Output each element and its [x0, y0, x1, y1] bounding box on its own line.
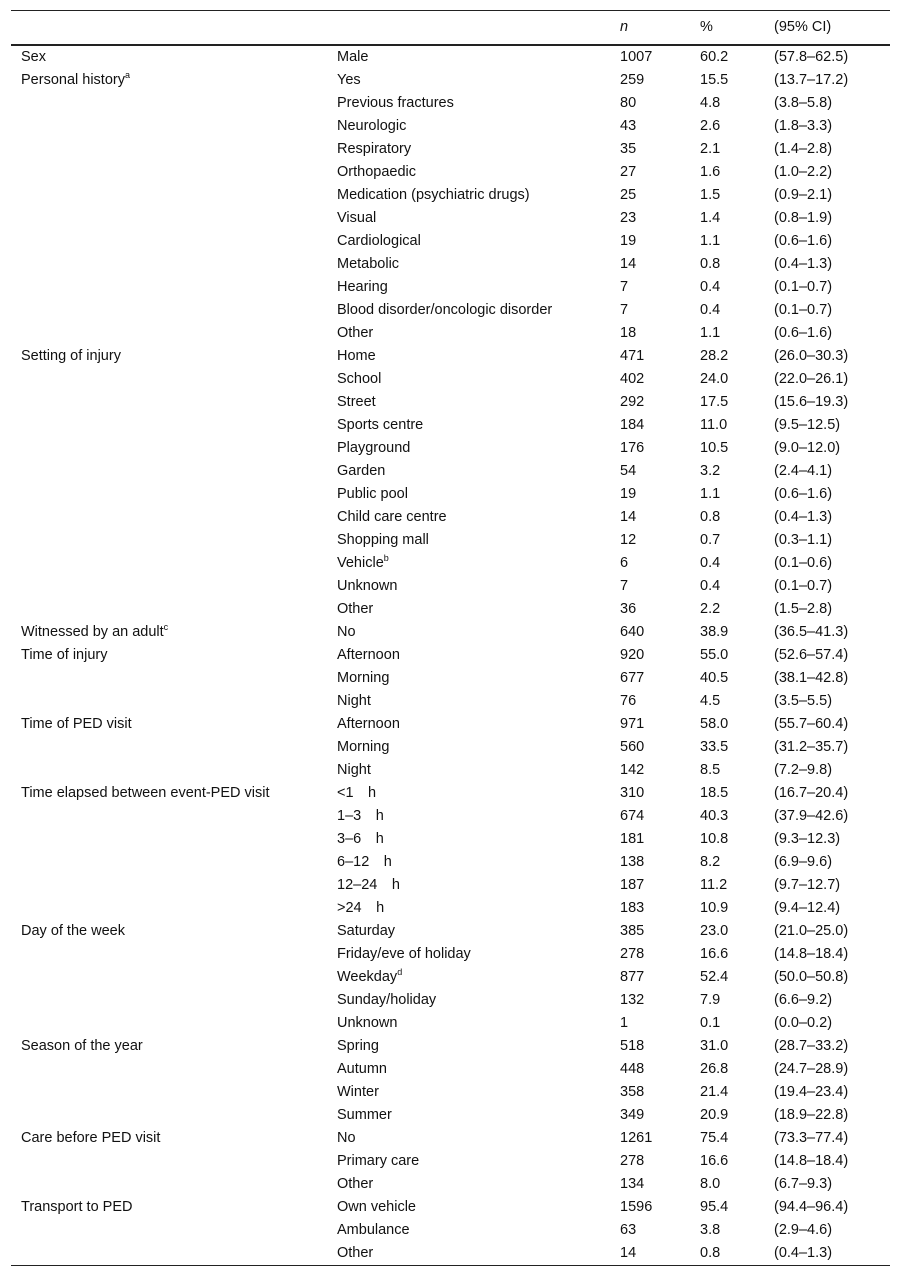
row-percent-value: 31.0: [700, 1038, 729, 1054]
row-n-value: 920: [620, 647, 645, 663]
row-percent-value: 10.8: [700, 831, 729, 847]
row-ci-value: (9.3–12.3): [774, 831, 841, 847]
row-ci-value: (24.7–28.9): [774, 1061, 849, 1077]
row-group-label: Care before PED visit: [21, 1130, 161, 1146]
table-body: [11, 46, 890, 1266]
row-ci-value: (2.9–4.6): [774, 1222, 833, 1238]
row-ci-value: (6.7–9.3): [774, 1176, 833, 1192]
row-ci-value: (18.9–22.8): [774, 1107, 849, 1123]
row-category-label: Saturday: [337, 923, 396, 939]
table-row: [11, 322, 890, 345]
row-percent-value: 2.2: [700, 601, 721, 617]
row-percent-value: 2.6: [700, 118, 721, 134]
row-category-label: Night: [337, 762, 371, 778]
row-percent-value: 33.5: [700, 739, 729, 755]
row-ci-value: (3.8–5.8): [774, 95, 833, 111]
row-n-value: 54: [620, 463, 637, 479]
row-category-label: 6–12 h: [337, 854, 392, 870]
row-category-label: Afternoon: [337, 716, 400, 732]
row-percent-value: 1.1: [700, 233, 721, 249]
row-percent-value: 11.2: [700, 877, 728, 893]
table-row: [11, 138, 890, 161]
row-ci-value: (2.4–4.1): [774, 463, 833, 479]
row-percent-value: 0.8: [700, 509, 721, 525]
row-ci-value: (0.1–0.7): [774, 578, 833, 594]
row-category-label: Respiratory: [337, 141, 412, 157]
row-percent-value: 0.4: [700, 302, 721, 318]
row-group-label: Day of the week: [21, 923, 125, 939]
row-percent-value: 16.6: [700, 1153, 729, 1169]
row-category-label: Playground: [337, 440, 411, 456]
row-group-label: Time of injury: [21, 647, 108, 663]
table-row: [11, 253, 890, 276]
row-percent-value: 10.5: [700, 440, 729, 456]
footnote-marker: b: [383, 553, 389, 563]
row-n-value: 292: [620, 394, 645, 410]
row-n-value: 402: [620, 371, 645, 387]
row-n-value: 278: [620, 946, 645, 962]
row-n-value: 176: [620, 440, 645, 456]
footnote-marker: c: [163, 622, 169, 632]
row-n-value: 184: [620, 417, 645, 433]
row-percent-value: 23.0: [700, 923, 729, 939]
row-percent-value: 16.6: [700, 946, 729, 962]
row-category-label: Spring: [337, 1038, 379, 1054]
row-group-label: Personal history$^a$: [21, 70, 130, 88]
row-n-value: 385: [620, 923, 645, 939]
row-category-label: Summer: [337, 1107, 392, 1123]
row-percent-value: 1.5: [700, 187, 721, 203]
row-category-label: Weekday$^d$: [337, 967, 403, 985]
row-category-label: <1 h: [337, 785, 377, 801]
table-row: [11, 92, 890, 115]
table-row: [11, 230, 890, 253]
row-group-label: Setting of injury: [21, 348, 121, 364]
row-percent-value: 26.8: [700, 1061, 729, 1077]
table-row: [11, 69, 890, 92]
row-percent-value: 7.9: [700, 992, 721, 1008]
row-percent-value: 24.0: [700, 371, 729, 387]
row-percent-value: 1.6: [700, 164, 721, 180]
row-n-value: 560: [620, 739, 645, 755]
row-n-value: 674: [620, 808, 645, 824]
table-row: [11, 391, 890, 414]
row-n-value: 7: [620, 302, 629, 318]
row-ci-value: (38.1–42.8): [774, 670, 849, 686]
table-row: [11, 851, 890, 874]
table-header: [11, 10, 890, 46]
row-n-value: 19: [620, 486, 637, 502]
table-row: [11, 736, 890, 759]
row-percent-value: 8.5: [700, 762, 721, 778]
row-ci-value: (16.7–20.4): [774, 785, 849, 801]
row-ci-value: (36.5–41.3): [774, 624, 849, 640]
table-row: [11, 575, 890, 598]
row-ci-value: (52.6–57.4): [774, 647, 849, 663]
table-row: [11, 1242, 890, 1266]
row-category-label: Friday/eve of holiday: [337, 946, 471, 962]
row-ci-value: (1.5–2.8): [774, 601, 833, 617]
row-ci-value: (1.8–3.3): [774, 118, 833, 134]
table-row: [11, 414, 890, 437]
row-category-label: Public pool: [337, 486, 408, 502]
row-percent-value: 2.1: [700, 141, 721, 157]
row-n-value: 183: [620, 900, 645, 916]
row-percent-value: 8.2: [700, 854, 721, 870]
table-row: [11, 1219, 890, 1242]
table-row: [11, 552, 890, 575]
row-category-label: Visual: [337, 210, 377, 226]
row-category-label: Blood disorder/oncologic disorder: [337, 302, 553, 318]
row-category-label: Neurologic: [337, 118, 407, 134]
row-n-value: 19: [620, 233, 637, 249]
row-percent-value: 38.9: [700, 624, 729, 640]
row-ci-value: (0.4–1.3): [774, 256, 833, 272]
row-category-label: Home: [337, 348, 376, 364]
row-n-value: 971: [620, 716, 645, 732]
row-n-value: 76: [620, 693, 637, 709]
row-category-label: 3–6 h: [337, 831, 384, 847]
row-percent-value: 0.4: [700, 555, 721, 571]
row-ci-value: (0.6–1.6): [774, 325, 833, 341]
row-category-label: Autumn: [337, 1061, 387, 1077]
row-category-label: School: [337, 371, 382, 387]
table-row: [11, 989, 890, 1012]
row-ci-value: (0.9–2.1): [774, 187, 833, 203]
row-percent-value: 18.5: [700, 785, 729, 801]
table-row: [11, 1081, 890, 1104]
row-category-label: Afternoon: [337, 647, 400, 663]
row-category-label: Vehicle$^b$: [337, 553, 389, 571]
row-n-value: 14: [620, 256, 637, 272]
row-percent-value: 52.4: [700, 969, 729, 985]
row-n-value: 12: [620, 532, 637, 548]
row-n-value: 1261: [620, 1130, 653, 1146]
row-ci-value: (9.0–12.0): [774, 440, 841, 456]
row-percent-value: 11.0: [700, 417, 728, 433]
row-group-label: Sex: [21, 49, 46, 65]
row-category-label: Child care centre: [337, 509, 447, 525]
row-n-value: 14: [620, 509, 637, 525]
row-percent-value: 8.0: [700, 1176, 721, 1192]
row-percent-value: 17.5: [700, 394, 729, 410]
table-row: [11, 207, 890, 230]
row-category-label: Previous fractures: [337, 95, 454, 111]
row-n-value: 18: [620, 325, 637, 341]
table-row: [11, 529, 890, 552]
row-n-value: 358: [620, 1084, 645, 1100]
row-n-value: 278: [620, 1153, 645, 1169]
row-category-label: Hearing: [337, 279, 388, 295]
table-row: [11, 782, 890, 805]
row-category-label: 12–24 h: [337, 877, 400, 893]
row-category-label: Ambulance: [337, 1222, 410, 1238]
row-percent-value: 4.8: [700, 95, 721, 111]
row-ci-value: (0.1–0.6): [774, 555, 833, 571]
table-row: [11, 1012, 890, 1035]
row-percent-value: 1.1: [700, 486, 721, 502]
row-n-value: 518: [620, 1038, 645, 1054]
row-n-value: 23: [620, 210, 637, 226]
row-category-label: Other: [337, 601, 374, 617]
row-category-label: Winter: [337, 1084, 379, 1100]
row-ci-value: (15.6–19.3): [774, 394, 849, 410]
row-ci-value: (73.3–77.4): [774, 1130, 849, 1146]
row-n-value: 677: [620, 670, 645, 686]
row-percent-value: 0.4: [700, 279, 721, 295]
table-row: [11, 460, 890, 483]
row-ci-value: (0.6–1.6): [774, 233, 833, 249]
row-ci-value: (14.8–18.4): [774, 946, 849, 962]
header-n: n: [620, 19, 629, 35]
row-percent-value: 40.3: [700, 808, 729, 824]
row-n-value: 471: [620, 348, 645, 364]
row-percent-value: 60.2: [700, 49, 729, 65]
row-n-value: 349: [620, 1107, 645, 1123]
row-percent-value: 55.0: [700, 647, 729, 663]
row-n-value: 1: [620, 1015, 629, 1031]
row-ci-value: (0.4–1.3): [774, 1245, 833, 1261]
table-row: [11, 713, 890, 736]
table-row: [11, 1173, 890, 1196]
row-ci-value: (3.5–5.5): [774, 693, 833, 709]
table-row: [11, 874, 890, 897]
row-percent-value: 75.4: [700, 1130, 729, 1146]
table-row: [11, 667, 890, 690]
table-row: [11, 184, 890, 207]
row-category-label: Other: [337, 1245, 374, 1261]
row-n-value: 640: [620, 624, 645, 640]
footnote-marker: d: [397, 967, 403, 977]
row-category-label: No: [337, 624, 356, 640]
row-ci-value: (9.7–12.7): [774, 877, 841, 893]
row-category-label: No: [337, 1130, 356, 1146]
footnote-marker: a: [124, 70, 130, 80]
row-percent-value: 0.8: [700, 1245, 721, 1261]
row-percent-value: 28.2: [700, 348, 729, 364]
row-ci-value: (1.4–2.8): [774, 141, 833, 157]
row-category-label: Other: [337, 325, 374, 341]
row-percent-value: 15.5: [700, 72, 729, 88]
table-row: [11, 276, 890, 299]
table-row: [11, 299, 890, 322]
row-percent-value: 3.2: [700, 463, 721, 479]
row-ci-value: (13.7–17.2): [774, 72, 849, 88]
row-ci-value: (0.1–0.7): [774, 302, 833, 318]
row-percent-value: 4.5: [700, 693, 721, 709]
row-ci-value: (9.4–12.4): [774, 900, 841, 916]
table-row: [11, 897, 890, 920]
table-row: [11, 644, 890, 667]
row-percent-value: 21.4: [700, 1084, 729, 1100]
row-category-label: Sunday/holiday: [337, 992, 437, 1008]
row-n-value: 310: [620, 785, 645, 801]
row-percent-value: 1.4: [700, 210, 721, 226]
row-category-label: Cardiological: [337, 233, 421, 249]
table-row: [11, 345, 890, 368]
table-row: [11, 506, 890, 529]
row-n-value: 877: [620, 969, 645, 985]
row-category-label: Other: [337, 1176, 374, 1192]
row-category-label: Shopping mall: [337, 532, 429, 548]
row-category-label: Morning: [337, 739, 390, 755]
row-ci-value: (9.5–12.5): [774, 417, 841, 433]
row-n-value: 63: [620, 1222, 637, 1238]
row-n-value: 43: [620, 118, 637, 134]
row-ci-value: (6.9–9.6): [774, 854, 833, 870]
row-category-label: Morning: [337, 670, 390, 686]
table-row: [11, 46, 890, 69]
row-n-value: 25: [620, 187, 637, 203]
row-percent-value: 40.5: [700, 670, 729, 686]
table-row: [11, 966, 890, 989]
table-row: [11, 598, 890, 621]
row-category-label: Night: [337, 693, 371, 709]
table-row: [11, 920, 890, 943]
row-ci-value: (26.0–30.3): [774, 348, 849, 364]
row-ci-value: (0.6–1.6): [774, 486, 833, 502]
row-group-label: Time of PED visit: [21, 716, 132, 732]
row-ci-value: (0.8–1.9): [774, 210, 833, 226]
row-ci-value: (31.2–35.7): [774, 739, 849, 755]
row-category-label: Medication (psychiatric drugs): [337, 187, 530, 203]
row-ci-value: (37.9–42.6): [774, 808, 849, 824]
row-percent-value: 58.0: [700, 716, 729, 732]
header-ci: (95% CI): [774, 19, 832, 35]
row-ci-value: (94.4–96.4): [774, 1199, 849, 1215]
row-percent-value: 10.9: [700, 900, 729, 916]
row-ci-value: (21.0–25.0): [774, 923, 849, 939]
row-n-value: 80: [620, 95, 637, 111]
row-group-label: Season of the year: [21, 1038, 143, 1054]
row-ci-value: (14.8–18.4): [774, 1153, 849, 1169]
row-n-value: 448: [620, 1061, 645, 1077]
table-row: [11, 1127, 890, 1150]
row-n-value: 138: [620, 854, 645, 870]
table-row: [11, 437, 890, 460]
table-row: [11, 1196, 890, 1219]
row-category-label: Own vehicle: [337, 1199, 416, 1215]
table-row: [11, 483, 890, 506]
row-ci-value: (57.8–62.5): [774, 49, 849, 65]
table-row: [11, 368, 890, 391]
table-row: [11, 759, 890, 782]
row-n-value: 35: [620, 141, 637, 157]
row-category-label: Orthopaedic: [337, 164, 416, 180]
row-category-label: Unknown: [337, 578, 398, 594]
row-percent-value: 0.1: [700, 1015, 721, 1031]
row-category-label: Garden: [337, 463, 386, 479]
row-ci-value: (22.0–26.1): [774, 371, 849, 387]
row-ci-value: (1.0–2.2): [774, 164, 833, 180]
row-n-value: 187: [620, 877, 645, 893]
row-n-value: 7: [620, 279, 629, 295]
row-percent-value: 95.4: [700, 1199, 729, 1215]
row-ci-value: (19.4–23.4): [774, 1084, 849, 1100]
row-category-label: Male: [337, 49, 369, 65]
data-table: [11, 10, 890, 1266]
row-n-value: 181: [620, 831, 645, 847]
row-percent-value: 0.8: [700, 256, 721, 272]
table-row: [11, 1150, 890, 1173]
row-ci-value: (7.2–9.8): [774, 762, 833, 778]
table-row: [11, 1058, 890, 1081]
row-ci-value: (0.3–1.1): [774, 532, 833, 548]
row-n-value: 142: [620, 762, 645, 778]
table-row: [11, 690, 890, 713]
row-ci-value: (6.6–9.2): [774, 992, 833, 1008]
table-row: [11, 1104, 890, 1127]
row-category-label: Sports centre: [337, 417, 424, 433]
table-row: [11, 161, 890, 184]
table-row: [11, 828, 890, 851]
row-group-label: Transport to PED: [21, 1199, 133, 1215]
table-row: [11, 805, 890, 828]
row-category-label: 1–3 h: [337, 808, 384, 824]
row-n-value: 14: [620, 1245, 637, 1261]
row-ci-value: (55.7–60.4): [774, 716, 849, 732]
row-percent-value: 0.4: [700, 578, 721, 594]
row-n-value: 36: [620, 601, 637, 617]
row-percent-value: 1.1: [700, 325, 721, 341]
row-group-label: Witnessed by an adult$^c$: [21, 622, 169, 640]
row-category-label: Metabolic: [337, 256, 400, 272]
row-category-label: Unknown: [337, 1015, 398, 1031]
row-ci-value: (50.0–50.8): [774, 969, 849, 985]
row-n-value: 132: [620, 992, 645, 1008]
table-row: [11, 621, 890, 644]
row-category-label: Primary care: [337, 1153, 420, 1169]
row-percent-value: 0.7: [700, 532, 721, 548]
row-n-value: 7: [620, 578, 629, 594]
row-n-value: 6: [620, 555, 629, 571]
row-ci-value: (0.0–0.2): [774, 1015, 833, 1031]
row-ci-value: (0.1–0.7): [774, 279, 833, 295]
row-n-value: 1596: [620, 1199, 653, 1215]
row-ci-value: (0.4–1.3): [774, 509, 833, 525]
table-row: [11, 943, 890, 966]
table-row: [11, 115, 890, 138]
row-percent-value: 3.8: [700, 1222, 721, 1238]
row-n-value: 1007: [620, 49, 653, 65]
row-ci-value: (28.7–33.2): [774, 1038, 849, 1054]
row-percent-value: 20.9: [700, 1107, 729, 1123]
row-group-label: Time elapsed between event-PED visit: [21, 785, 270, 801]
row-n-value: 134: [620, 1176, 645, 1192]
row-category-label: >24 h: [337, 900, 385, 916]
table-row: [11, 1035, 890, 1058]
row-category-label: Street: [337, 394, 376, 410]
row-n-value: 259: [620, 72, 645, 88]
row-n-value: 27: [620, 164, 637, 180]
row-category-label: Yes: [337, 72, 361, 88]
header-percent: %: [700, 19, 713, 35]
